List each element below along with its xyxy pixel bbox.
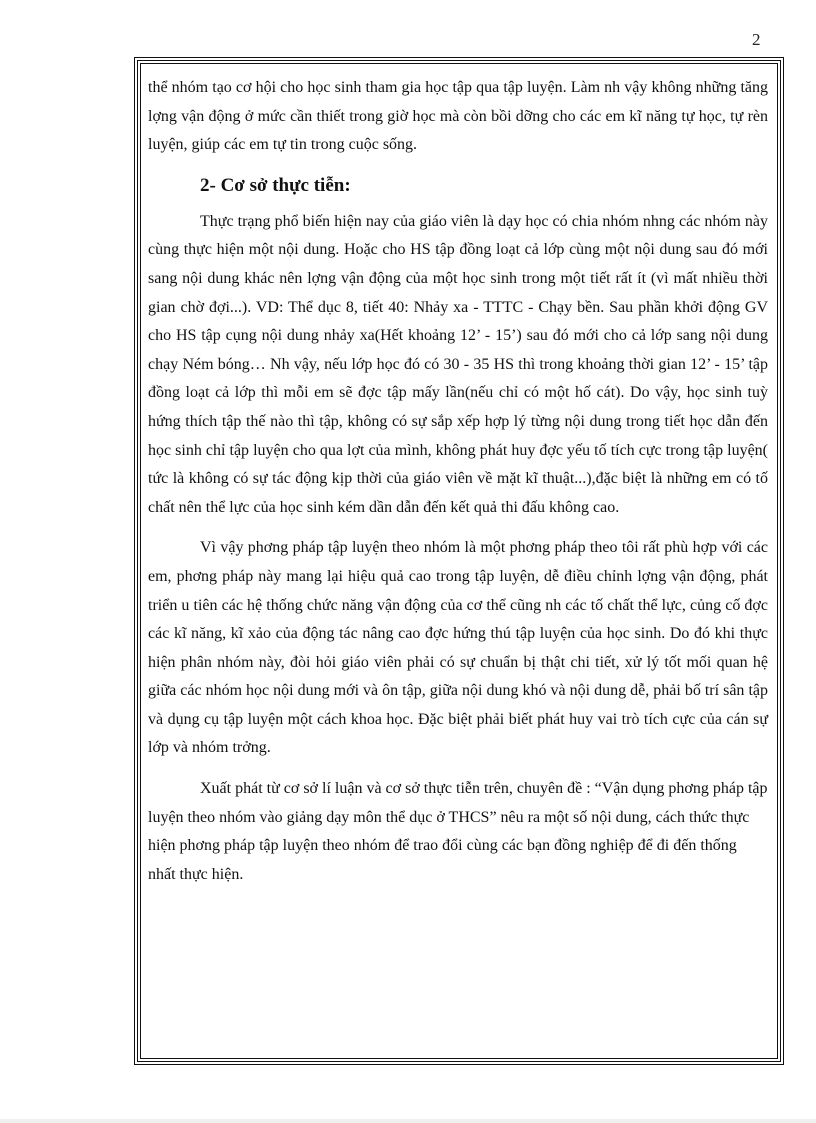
intro-paragraph: thể nhóm tạo cơ hội cho học sinh tham gia học tập qua tập luyện. Làm nh vậy không những tăng lợng vận động ở mức cần thiết trong giờ học mà còn bồi dỡng cho các em kĩ năng tự học, tự rèn luyện, giúp các em tự tin trong cuộc sống.	[148, 79, 768, 154]
paragraph-conclusion: Xuất phát từ cơ sở lí luận và cơ sở thực tiễn trên, chuyên đề : “Vận dụng phơng pháp tập luyện theo nhóm vào giảng dạy môn thể dục ở THCS” nêu ra một số nội dung, cách thức thực hiện phơng pháp tập luyện theo nhóm để trao đổi cùng các bạn đồng nghiệp để đi đến thống nhất thực hiện.	[148, 780, 768, 883]
page-bottom-edge	[0, 1119, 816, 1123]
paragraph-group-method: Vì vậy phơng pháp tập luyện theo nhóm là một phơng pháp theo tôi rất phù hợp với các em, phơng pháp này mang lại hiệu quả cao trong tập luyện, dễ điều chỉnh lợng vận động, phát triển u tiên các hệ thống chức năng vận động của cơ thể cũng nh các tố chất thể lực, củng cố đợc các kĩ năng, kĩ xảo của động tác nâng cao đợc hứng thú tập luyện của học sinh. Do đó khi thực hiện phân nhóm này, đòi hỏi giáo viên phải có sự chuẩn bị thật chi tiết, xử lý tốt mối quan hệ giữa các nhóm học nội dung mới và ôn tập, giữa nội dung khó và nội dung dễ, phải bố trí sân tập và dụng cụ tập luyện một cách khoa học. Đặc biệt phải biết phát huy vai trò tích cực của cán sự lớp và nhóm trởng.	[148, 539, 768, 757]
document-body	[148, 74, 768, 889]
section-heading: 2- Cơ sở thực tiễn:	[200, 174, 351, 196]
paragraph-current-situation: Thực trạng phổ biến hiện nay của giáo viên là dạy học có chia nhóm nhng các nhóm này cùng thực hiện một nội dung. Hoặc cho HS tập đồng loạt cả lớp cùng một nội dung sau đó mới sang nội dung khác nên lợng vận động của một học sinh trong một tiết rất ít (vì mất nhiều thời gian chờ đợi...). VD: Thể dục 8, tiết 40: Nhảy xa - TTTC - Chạy bền. Sau phần khởi động GV cho HS tập cụng nội dung nhảy xa(Hết khoảng 12’ - 15’) sau đó mới cho cả lớp sang nội dung chạy Ném bóng… Nh vậy, nếu lớp học đó có 30 - 35 HS thì trong khoảng thời gian 12’ - 15’ tập đồng loạt cả lớp thì mỗi em sẽ đợc tập mấy lần(nếu chỉ có một hố cát). Do vậy, học sinh tuỳ hứng thích tập thế nào thì tập, không có sự sắp xếp hợp lý từng nội dung trong tiết học dẫn đến học sinh chỉ tập luyện cho qua lợt của mình, không phát huy đợc yếu tố tích cực trong tập luyện( tức là không có sự tác động kịp thời của giáo viên về mặt kĩ thuật...),đặc biệt là những em có tố chất nên thể lực của học sinh kém dần dẫn đến kết quả thi đấu không cao.	[148, 212, 768, 516]
page-number: 2	[752, 30, 761, 49]
